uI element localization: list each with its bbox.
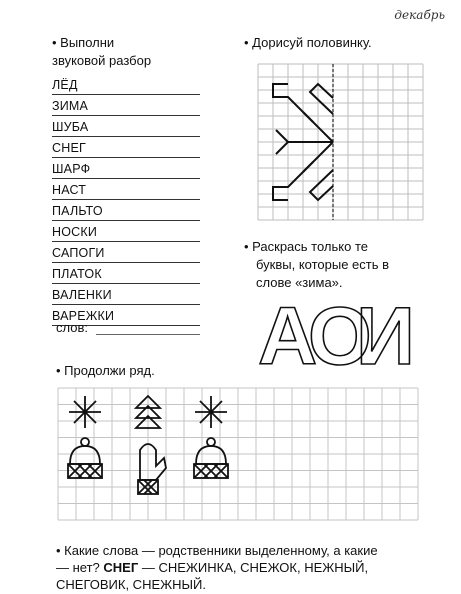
hat-icon — [194, 438, 228, 478]
word-label: ВАЛЕНКИ — [52, 288, 112, 302]
words-count-line[interactable] — [96, 334, 200, 335]
word-label: ПЛАТОК — [52, 267, 102, 281]
letter-a[interactable]: А — [258, 291, 318, 382]
word-label: НОСКИ — [52, 225, 98, 239]
task3-line2: буквы, которые есть в — [256, 257, 390, 272]
snowflake-icon — [69, 396, 101, 428]
task5-line2-pre: — нет? — [56, 560, 100, 575]
word-row[interactable] — [52, 200, 200, 221]
word-row[interactable] — [52, 179, 200, 200]
word-row[interactable] — [52, 263, 200, 284]
word-label: ШУБА — [52, 120, 89, 134]
task5-line2-post: — СНЕЖИНКА, СНЕЖОК, НЕЖНЫЙ, — [141, 560, 369, 575]
hat-icon — [68, 438, 102, 478]
word-label: ЛЁД — [52, 78, 78, 92]
word-label: СНЕГ — [52, 141, 86, 155]
word-row[interactable] — [52, 137, 200, 158]
month-header: декабрь — [394, 8, 445, 22]
pattern-grid[interactable] — [58, 388, 428, 528]
word-row[interactable] — [52, 242, 200, 263]
words-count-label: слов: — [56, 320, 88, 335]
word-label: САПОГИ — [52, 246, 105, 260]
letter-i[interactable]: И — [356, 291, 415, 382]
word-list — [52, 74, 200, 326]
task1-instruction-line2: звуковой разбор — [52, 53, 152, 68]
word-row[interactable] — [52, 95, 200, 116]
task3-line3: слове «зима». — [256, 275, 343, 290]
word-label: НАСТ — [52, 183, 87, 197]
grid-lines — [258, 64, 423, 220]
task5-line2 — [56, 559, 456, 577]
task4-instruction: • Продолжи ряд. — [56, 362, 155, 380]
task1-instruction-line1: • Выполни — [52, 34, 114, 52]
word-row[interactable] — [52, 74, 200, 95]
word-label: ПАЛЬТО — [52, 204, 103, 218]
word-row[interactable] — [52, 158, 200, 179]
snowflake-grid[interactable] — [258, 64, 428, 222]
word-label: ШАРФ — [52, 162, 91, 176]
word-row[interactable] — [52, 221, 200, 242]
letters-figure[interactable] — [258, 291, 418, 382]
snowflake-icon — [195, 396, 227, 428]
highlighted-word: СНЕГ — [103, 560, 139, 575]
task3-line1: • Раскрась только те — [244, 238, 368, 256]
task5-line3: СНЕГОВИК, СНЕЖНЫЙ. — [56, 577, 206, 592]
word-row[interactable] — [52, 284, 200, 305]
grid-lines — [58, 388, 418, 520]
letter-o[interactable]: О — [308, 291, 372, 382]
word-label: ЗИМА — [52, 99, 89, 113]
task2-instruction: • Дорисуй половинку. — [244, 34, 372, 52]
word-row[interactable] — [52, 116, 200, 137]
word-label: ВАРЕЖКИ — [52, 309, 115, 323]
task5-line1: • Какие слова — родственники выделенному, а какие — [56, 542, 456, 560]
